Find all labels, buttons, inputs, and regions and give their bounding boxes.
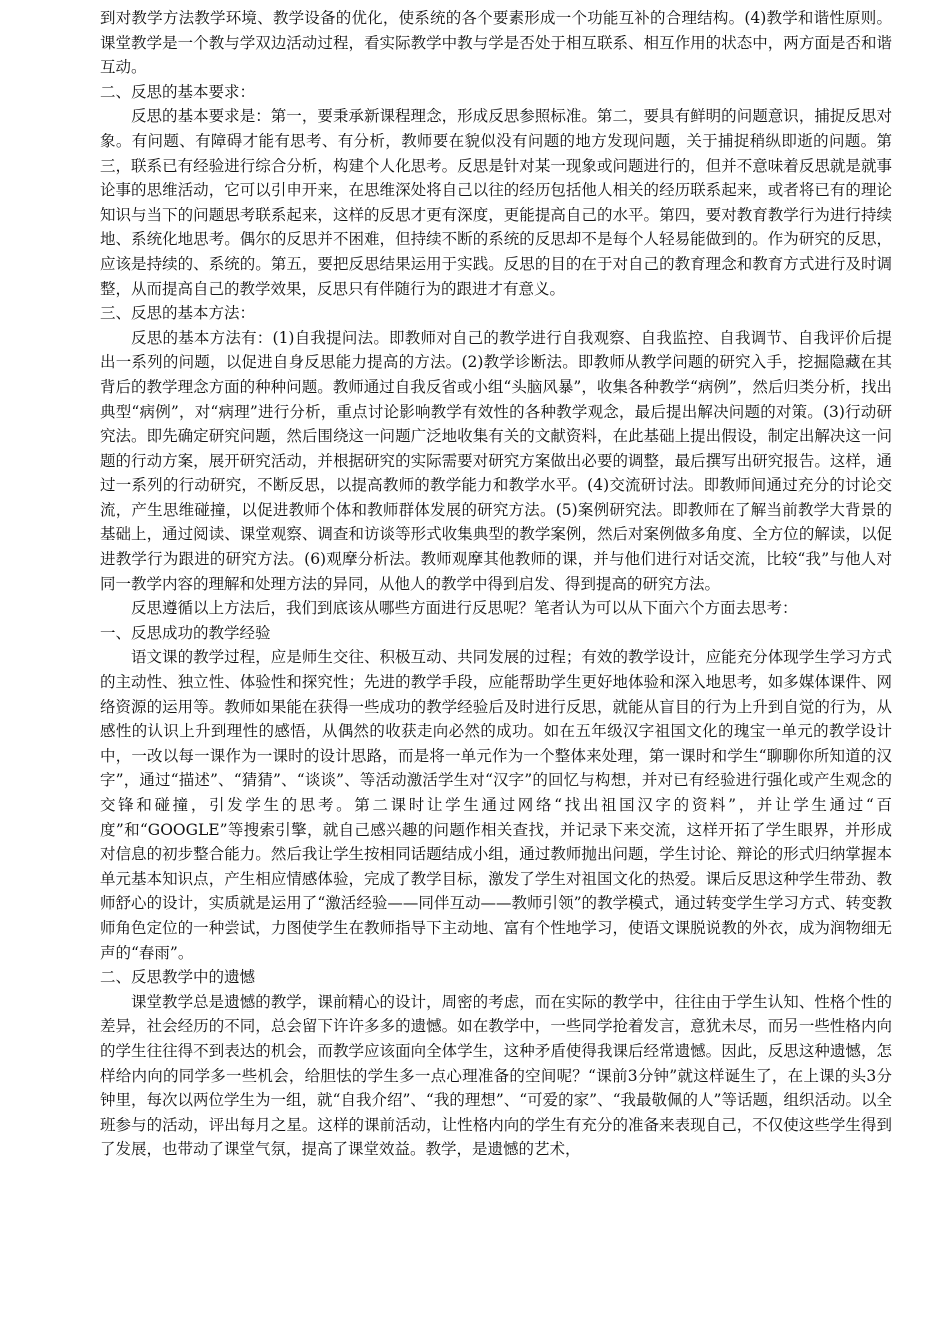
section-heading-methods: 三、反思的基本方法： (100, 304, 256, 323)
paragraph-regrets: 课堂教学总是遗憾的教学，课前精心的设计，周密的考虑，而在实际的教学中，往往由于学生认知、性格个性的差异，社会经历的不同，总会留下许许多多的遗憾。如在教学中，一些同学抢着发言，意犹未尽，而另一些性格内向的学生往往得不到表达的机会，而教学应该面向全体学生，这种矛盾使得我课后经常遗憾。因此，反思这种遗憾，怎样给内向的同学多一些机会，给胆怯的学生多一点心理准备的空间呢？“课前3分钟”就这样诞生了，在上课的头3分钟里，每次以两位学生为一组，就“自我介绍”、“我的理想”、“可爱的家”、“我最敬佩的人”等话题，组织活动。以全班参与的活动，评出每月之星。这样的课前活动，让性格内向的学生有充分的准备来表现自己，不仅使这些学生得到了发展，也带动了课堂气氛，提高了课堂效益。教学，是遗憾的艺术， (100, 992, 892, 1159)
section-heading-requirements: 二、反思的基本要求： (100, 82, 256, 101)
document-page (100, 6, 892, 1162)
paragraph-continuation: 到对教学方法教学环境、教学设备的优化，使系统的各个要素形成一个功能互补的合理结构。(4)教学和谐性原则。课堂教学是一个教与学双边活动过程，看实际教学中教与学是否处于相互联系、相互作用的状态中，两方面是否和谐互动。 (100, 9, 892, 77)
paragraph-success: 语文课的教学过程，应是师生交往、积极互动、共同发展的过程；有效的教学设计，应能充分体现学生学习方式的主动性、独立性、体验性和探究性；先进的教学手段，应能帮助学生更好地体验和深入地思考，如多媒体课件、网络资源的运用等。教师如果能在获得一些成功的教学经验后及时进行反思，就能从盲目的行为上升到自觉的行为，从感性的认识上升到理性的感悟，从偶然的收获走向必然的成功。如在五年级汉字祖国文化的瑰宝一单元的教学设计中，一改以每一课作为一课时的设计思路，而是将一单元作为一个整体来处理，第一课时和学生“聊聊你所知道的汉字”，通过“描述”、“猜猜”、“谈谈”、等活动激活学生对“汉字”的回忆与构想，并对已有经验进行强化或产生观念的交锋和碰撞，引发学生的思考。第二课时让学生通过网络“找出祖国汉字的资料”，并让学生通过“百度”和“GOOGLE”等搜索引擎，就自己感兴趣的问题作相关查找，并记录下来交流，这样开拓了学生眼界，并形成对信息的初步整合能力。然后我让学生按相同话题结成小组，通过教师抛出问题，学生讨论、辩论的形式归纳掌握本单元基本知识点，产生相应情感体验，完成了教学目标，激发了学生对祖国文化的热爱。课后反思这种学生带劲、教师舒心的设计，实质就是运用了“激活经验——同伴互动——教师引领”的教学模式，通过转变学生学习方式、转变教师角色定位的一种尝试，力图使学生在教师指导下主动地、富有个性地学习，使语文课脱说教的外衣，成为润物细无声的“春雨”。 (100, 648, 892, 962)
section-heading-regrets: 二、反思教学中的遗憾 (100, 968, 256, 987)
paragraph-requirements: 反思的基本要求是：第一，要秉承新课程理念，形成反思参照标准。第二，要具有鲜明的问题意识，捕捉反思对象。有问题、有障碍才能有思考、有分析，教师要在貌似没有问题的地方发现问题，关于捕捉稍纵即逝的问题。第三，联系已有经验进行综合分析，构建个人化思考。反思是针对某一现象或问题进行的，但并不意味着反思就是就事论事的思维活动，它可以引申开来，在思维深处将自己以往的经历包括他人相关的经历联系起来，或者将已有的理论知识与当下的问题思考联系起来，这样的反思才更有深度，更能提高自己的水平。第四，要对教育教学行为进行持续地、系统化地思考。偶尔的反思并不困难，但持续不断的系统的反思却不是每个人轻易能做到的。作为研究的反思，应该是持续的、系统的。第五，要把反思结果运用于实践。反思的目的在于对自己的教育理念和教育方式进行及时调整，从而提高自己的教学效果，反思只有伴随行为的跟进才有意义。 (100, 107, 892, 298)
section-heading-success: 一、反思成功的教学经验 (100, 623, 271, 642)
paragraph-methods: 反思的基本方法有：(1)自我提问法。即教师对自己的教学进行自我观察、自我监控、自我调节、自我评价后提出一系列的问题，以促进自身反思能力提高的方法。(2)教学诊断法。即教师从教学问题的研究入手，挖掘隐藏在其背后的教学理念方面的种种问题。教师通过自我反省或小组“头脑风暴”，收集各种教学“病例”，然后归类分析，找出典型“病例”，对“病理”进行分析，重点讨论影响教学有效性的各种教学观念，最后提出解决问题的对策。(3)行动研究法。即先确定研究问题，然后围绕这一问题广泛地收集有关的文献资料，在此基础上提出假设，制定出解决这一问题的行动方案，展开研究活动，并根据研究的实际需要对研究方案做出必要的调整，最后撰写出研究报告。这样，通过一系列的行动研究，不断反思，以提高教师的教学能力和教学水平。(4)交流研讨法。即教师间通过充分的讨论交流，产生思维碰撞，以促进教师个体和教师群体发展的研究方法。(5)案例研究法。即教师在了解当前教学大背景的基础上，通过阅读、课堂观察、调查和访谈等形式收集典型的教学案例，然后对案例做多角度、全方位的解读，以促进教学行为跟进的研究方法。(6)观摩分析法。教师观摩其他教师的课，并与他们进行对话交流，比较“我”与他人对同一教学内容的理解和处理方法的异同，从他人的教学中得到启发、得到提高的研究方法。 (100, 328, 892, 593)
paragraph-transition: 反思遵循以上方法后，我们到底该从哪些方面进行反思呢？笔者认为可以从下面六个方面去思考： (131, 599, 798, 618)
